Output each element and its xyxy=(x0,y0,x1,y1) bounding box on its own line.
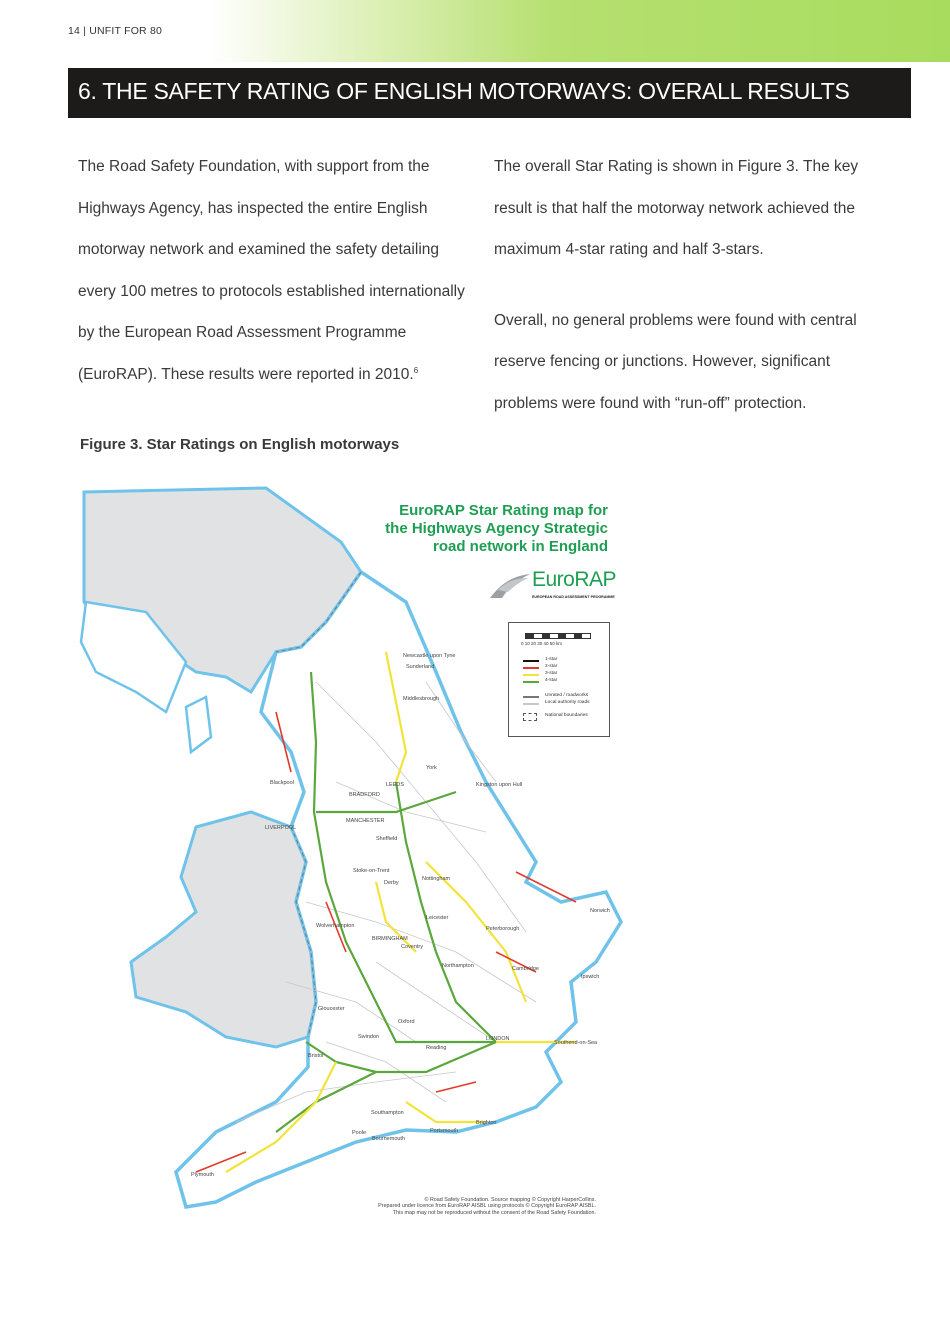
svg-text:Peterborough: Peterborough xyxy=(486,926,520,932)
svg-text:Reading: Reading xyxy=(426,1045,447,1051)
svg-text:Poole: Poole xyxy=(352,1130,367,1136)
svg-text:Leicester: Leicester xyxy=(426,915,449,921)
copyright-line: Prepared under licence from EuroRAP AISBL using protocols © Copyright EuroRAP AISBL. xyxy=(378,1203,596,1210)
svg-text:Norwich: Norwich xyxy=(590,908,610,914)
eurorap-logo xyxy=(488,566,617,604)
section-title-bar xyxy=(68,68,911,118)
svg-text:Cambridge: Cambridge xyxy=(512,966,539,972)
running-head: 14 | UNFIT FOR 80 xyxy=(68,25,163,37)
svg-text:Southend-on-Sea: Southend-on-Sea xyxy=(554,1040,598,1046)
legend-item: National boundaries xyxy=(523,713,607,720)
scale-bar xyxy=(525,633,591,639)
svg-text:Southampton: Southampton xyxy=(371,1110,404,1116)
svg-text:Newcastle upon Tyne: Newcastle upon Tyne xyxy=(403,653,456,659)
figure-caption: Figure 3. Star Ratings on English motorways xyxy=(80,436,400,453)
svg-text:Northampton: Northampton xyxy=(442,963,474,969)
svg-text:York: York xyxy=(426,765,437,771)
svg-text:LIVERPOOL: LIVERPOOL xyxy=(265,825,297,831)
svg-text:Gloucester: Gloucester xyxy=(318,1006,345,1012)
svg-text:Sunderland: Sunderland xyxy=(406,664,435,670)
scale-label: 0 10 20 30 40 50 km xyxy=(521,641,563,646)
svg-text:LEEDS: LEEDS xyxy=(386,782,405,788)
body-column-right xyxy=(494,146,894,424)
svg-text:Middlesbrough: Middlesbrough xyxy=(403,696,440,702)
svg-text:Wolverhampton: Wolverhampton xyxy=(316,923,355,929)
legend-item: 1-star xyxy=(523,657,607,664)
svg-text:Plymouth: Plymouth xyxy=(191,1172,214,1178)
svg-text:Nottingham: Nottingham xyxy=(422,876,451,882)
eurorap-swoosh-icon xyxy=(488,568,532,602)
copyright-line: This map may not be reproduced without the consent of the Road Safety Foundation. xyxy=(392,1209,596,1216)
svg-text:BIRMINGHAM: BIRMINGHAM xyxy=(372,936,408,942)
svg-text:Stoke-on-Trent: Stoke-on-Trent xyxy=(353,868,390,874)
results-paragraph: The overall Star Rating is shown in Figure 3. The key result is that half the motorway network achieved the maximum 4-star rating and half 3-stars. xyxy=(494,158,859,258)
star-rating-map xyxy=(76,482,636,1222)
svg-text:Coventry: Coventry xyxy=(401,944,424,950)
svg-text:Blackpool: Blackpool xyxy=(270,780,294,786)
eurorap-name: EuroRAP xyxy=(532,568,617,591)
legend-item: Unrated / roadworks xyxy=(523,693,607,700)
svg-text:BRADFORD: BRADFORD xyxy=(349,792,380,798)
svg-text:Portsmouth: Portsmouth xyxy=(430,1128,459,1134)
eurorap-subtitle: EUROPEAN ROAD ASSESSMENT PROGRAMME xyxy=(532,595,615,599)
intro-paragraph-text: The Road Safety Foundation, with support from the Highways Agency, has inspected the entire English motorway network and examined the safety detailing every 100 metres to protocols established internationally by the European Road Assessment Programme (EuroRAP). These results were reported in 2010. xyxy=(78,158,465,383)
problems-paragraph: Overall, no general problems were found with central reserve fencing or junctions. However, significant problems were found with “run-off” protection. xyxy=(494,311,857,412)
map-title-line-1: EuroRAP Star Rating map for xyxy=(399,502,608,519)
svg-text:Bristol: Bristol xyxy=(308,1053,324,1059)
legend-item: 2-star xyxy=(523,664,607,671)
svg-text:Derby: Derby xyxy=(384,880,399,886)
footnote-ref[interactable]: 6 xyxy=(413,365,419,375)
svg-text:Ipswich: Ipswich xyxy=(581,974,600,980)
legend-item: 4-star xyxy=(523,678,607,685)
svg-text:Sheffield: Sheffield xyxy=(376,836,398,842)
svg-text:Bournemouth: Bournemouth xyxy=(372,1136,406,1142)
map-title xyxy=(385,502,608,556)
copyright-line: © Road Safety Foundation. Source mapping © Copyright HarperCollins. xyxy=(424,1196,596,1203)
legend-item: Local authority roads xyxy=(523,700,607,707)
svg-text:Swindon: Swindon xyxy=(358,1034,380,1040)
map-legend xyxy=(508,622,610,737)
svg-text:Brighton: Brighton xyxy=(476,1120,497,1126)
map-copyright xyxy=(378,1197,596,1216)
legend-item: 3-star xyxy=(523,671,607,678)
section-title: 6. THE SAFETY RATING OF ENGLISH MOTORWAYS: OVERALL RESULTS xyxy=(78,78,850,104)
svg-text:MANCHESTER: MANCHESTER xyxy=(346,818,385,824)
map-title-line-3: road network in England xyxy=(432,538,608,555)
svg-text:LONDON: LONDON xyxy=(486,1036,510,1042)
body-column-left xyxy=(78,146,478,395)
svg-text:Kingston upon Hull: Kingston upon Hull xyxy=(476,782,523,788)
svg-text:Oxford: Oxford xyxy=(398,1019,415,1025)
intro-paragraph xyxy=(78,146,478,395)
map-title-line-2: the Highways Agency Strategic xyxy=(385,520,608,537)
